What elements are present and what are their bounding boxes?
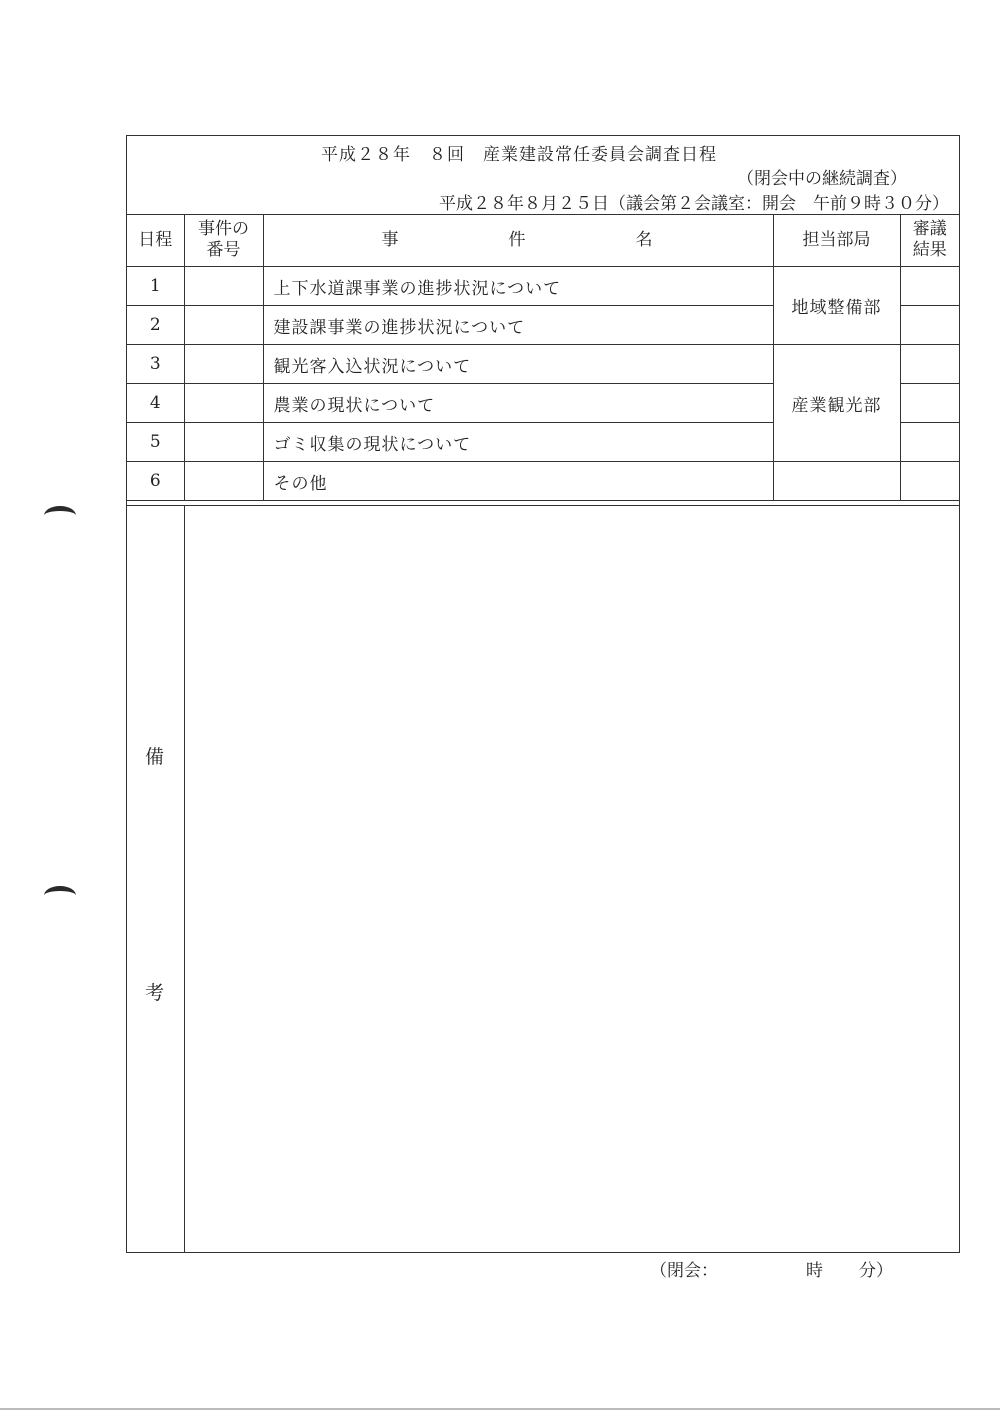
result-cell xyxy=(900,345,959,384)
department-cell: 地域整備部 xyxy=(773,267,900,345)
meeting-date-line: 平成２８年８月２５日（議会第２会議室：開会 午前９時３０分） xyxy=(439,194,949,214)
case-number-cell xyxy=(184,462,263,501)
department-cell: 産業観光部 xyxy=(773,345,900,462)
case-number-cell xyxy=(184,384,263,423)
sheet-header xyxy=(127,136,959,215)
schedule-sheet xyxy=(126,135,960,1253)
column-header-case-number xyxy=(184,214,263,267)
remarks-label-char: 考 xyxy=(145,982,165,1004)
result-cell xyxy=(900,384,959,423)
closing-hour-unit: 時 xyxy=(806,1261,823,1281)
case-name-label-part: 事 xyxy=(381,229,399,250)
case-number-cell xyxy=(184,345,263,384)
row-number: 3 xyxy=(127,345,184,384)
sheet-subtitle: （閉会中の継続調査） xyxy=(737,169,907,189)
case-title: 観光客入込状況について xyxy=(263,345,773,384)
closing-minute-unit: 分） xyxy=(859,1261,893,1281)
table-row xyxy=(127,462,959,501)
table-row xyxy=(127,267,959,306)
case-number-cell xyxy=(184,423,263,462)
column-header-result xyxy=(900,214,959,267)
column-header-schedule-label: 日程 xyxy=(138,229,173,250)
result-cell xyxy=(900,423,959,462)
row-number: 2 xyxy=(127,306,184,345)
closing-time-line xyxy=(650,1256,893,1281)
result-label-line1: 審議 xyxy=(912,219,947,239)
case-number-cell xyxy=(184,306,263,345)
table-row xyxy=(127,345,959,384)
case-title: 建設課事業の進捗状況について xyxy=(263,306,773,345)
schedule-table xyxy=(127,214,959,501)
case-name-label-part: 名 xyxy=(635,229,653,250)
case-number-label-line1: 事件の xyxy=(198,219,249,239)
column-header-department xyxy=(773,214,900,267)
result-cell xyxy=(900,462,959,501)
case-title: 農業の現状について xyxy=(263,384,773,423)
row-number: 4 xyxy=(127,384,184,423)
closing-label: （閉会： xyxy=(650,1261,718,1281)
department-label: 担当部局 xyxy=(802,229,871,250)
punch-hole-mark xyxy=(44,886,76,905)
remarks-label-char: 備 xyxy=(145,746,165,768)
case-number-cell xyxy=(184,267,263,306)
column-header-case-name xyxy=(263,214,773,267)
case-title: 上下水道課事業の進捗状況について xyxy=(263,267,773,306)
row-number: 6 xyxy=(127,462,184,501)
case-name-label-part: 件 xyxy=(508,229,526,250)
row-number: 1 xyxy=(127,267,184,306)
remarks-section xyxy=(127,505,959,1252)
sheet-title: 平成２８年 ８回 産業建設常任委員会調査日程 xyxy=(321,145,717,165)
punch-hole-mark xyxy=(44,506,76,525)
remarks-divider xyxy=(184,506,185,1252)
result-label-line2: 結果 xyxy=(912,240,947,260)
result-cell xyxy=(900,306,959,345)
result-cell xyxy=(900,267,959,306)
scan-edge-line xyxy=(0,1408,1000,1410)
table-header-row xyxy=(127,214,959,267)
case-number-label-line2: 番号 xyxy=(206,240,241,260)
case-title: ゴミ収集の現状について xyxy=(263,423,773,462)
case-title: その他 xyxy=(263,462,773,501)
department-cell xyxy=(773,462,900,501)
column-header-schedule xyxy=(127,214,184,267)
row-number: 5 xyxy=(127,423,184,462)
